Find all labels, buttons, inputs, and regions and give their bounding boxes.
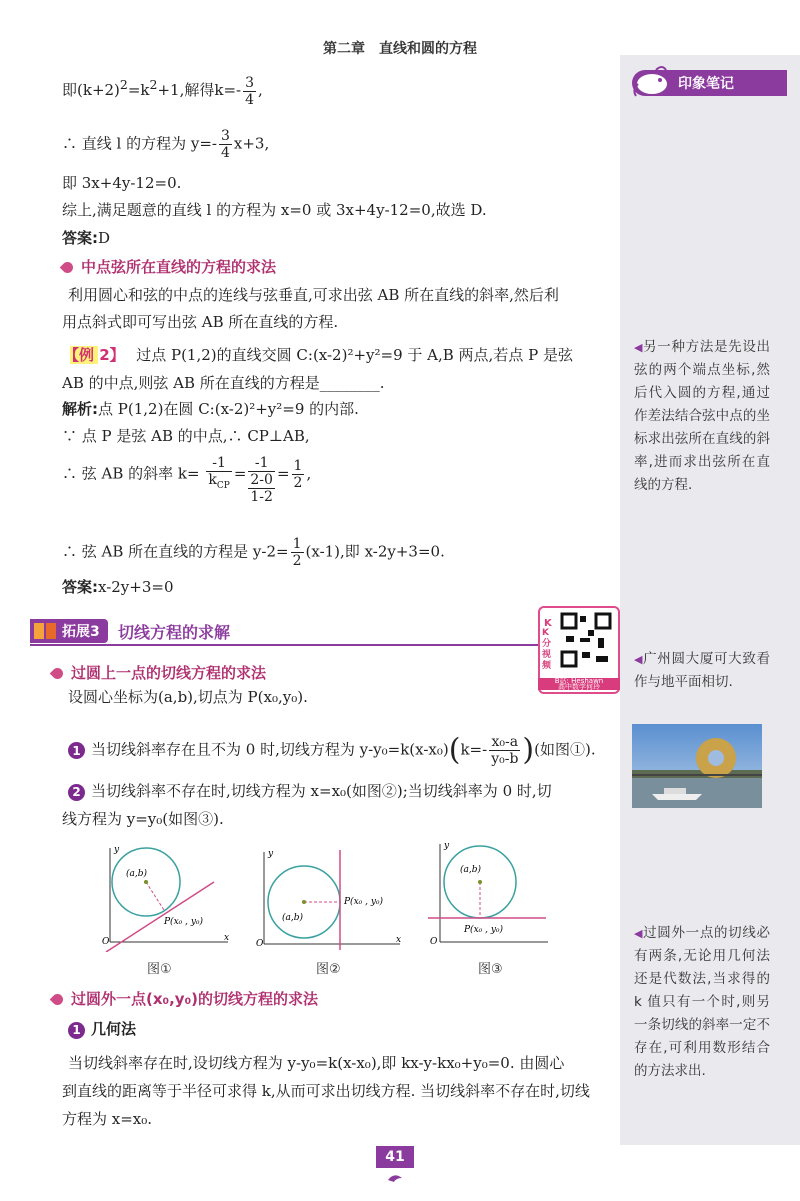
sol-line-2: ∵ 点 P 是弦 AB 的中点,∴ CP⊥AB, bbox=[62, 427, 310, 445]
bird-icon bbox=[386, 1172, 404, 1184]
y-label: y bbox=[114, 845, 120, 855]
x-label: x bbox=[396, 935, 402, 945]
fraction: $\frac{1}{2}$ bbox=[293, 457, 303, 491]
y-label: y bbox=[444, 841, 450, 851]
section-divider bbox=[30, 618, 610, 646]
page-number: 41 bbox=[376, 1146, 414, 1168]
answer-line-1: 答案:D bbox=[62, 229, 111, 247]
section-tag: 拓展3 bbox=[30, 619, 108, 643]
point-label: P(x₀ , y₀) bbox=[464, 925, 504, 935]
book-icon bbox=[33, 621, 57, 641]
figure-2-caption: 图② bbox=[316, 962, 341, 977]
sol-line-1: 解析:点 P(1,2)在圆 C:(x-2)²+y²=9 的内部. bbox=[62, 400, 359, 418]
x-label: x bbox=[224, 933, 230, 943]
geometry-method-title: 1 几何法 bbox=[68, 1018, 136, 1040]
origin-label: O bbox=[256, 939, 264, 949]
sol-line-4: ∴ 弦 AB 所在直线的方程是 y-2= $\frac{1}{2}$ (x-1),即 x-2y+3=0. bbox=[62, 536, 445, 569]
sol-line-3: ∴ 弦 AB 的斜率 k= $\frac{-1}{k_{CP}}$ = -1 2-0 1-2 = $\frac{1}{2}$ , bbox=[62, 455, 312, 505]
center-point bbox=[302, 900, 306, 904]
notes-title: 印象笔记 bbox=[632, 70, 787, 96]
center-point bbox=[144, 880, 148, 884]
bullet-icon bbox=[60, 260, 76, 276]
solution-line-2: ∴ 直线 l 的方程为 y=- $\frac{3}{4}$ x+3, bbox=[62, 128, 270, 161]
figure-3-caption: 图③ bbox=[478, 962, 503, 977]
radius bbox=[146, 882, 164, 910]
triangle-icon: ◀ bbox=[634, 927, 644, 940]
tangent-setup: 设圆心坐标为(a,b),切点为 P(x₀,y₀). bbox=[68, 688, 308, 706]
solution-line-1: 即$(k+2)^2=k^2+1$,解得k=- $\frac{3}{4}$ , bbox=[62, 74, 263, 108]
fraction: $\frac{-1}{k_{CP}}$ bbox=[208, 455, 230, 491]
side-note-3: ◀过圆外一点的切线必有两条,无论用几何法还是代数法,当求得的 k 值只有一个时,则另一条切线的斜率一定不存在,可利用数形结合的方法求出. bbox=[634, 925, 771, 1079]
section-title: 切线方程的求解 bbox=[118, 623, 231, 642]
point-label: P(x₀ , y₀) bbox=[164, 917, 204, 927]
guangzhou-circle-building-photo bbox=[632, 724, 762, 808]
center-point bbox=[478, 880, 482, 884]
center-label: (a,b) bbox=[460, 865, 482, 875]
figure-1 bbox=[96, 842, 236, 952]
qr-side-text: K分视频 bbox=[542, 628, 552, 671]
bullet-icon bbox=[50, 666, 66, 682]
origin-label: O bbox=[102, 937, 110, 947]
fraction: $\frac{3}{4}$ bbox=[245, 74, 255, 108]
origin-label: O bbox=[430, 937, 438, 947]
figure-3 bbox=[424, 838, 554, 952]
fraction: $\frac{1}{2}$ bbox=[292, 536, 302, 569]
svg-text:K: K bbox=[544, 618, 552, 629]
example-line-1: 【例 2】 过点 P(1,2)的直线交圆 C:(x-2)²+y²=9 于 A,B 两点,若点 P 是弦 bbox=[64, 346, 573, 364]
example-tag: 【例 2】 bbox=[64, 346, 125, 364]
fraction: -1 2-0 1-2 bbox=[250, 455, 273, 505]
midchord-heading: 中点弦所在直线的方程的求法 bbox=[62, 256, 276, 277]
point-label: P(x₀ , y₀) bbox=[344, 897, 384, 907]
figure-1-caption: 图① bbox=[147, 962, 172, 977]
side-note-1: ◀另一种方法是先设出弦的两个端点坐标,然后代入圆的方程,通过作差法结合弦中点的坐标求出弦所在直线的斜率,进而求出弦所在直线的方程. bbox=[634, 339, 771, 493]
triangle-icon: ◀ bbox=[634, 653, 644, 666]
tangent-outside-heading: 过圆外一点(x₀,y₀)的切线方程的求法 bbox=[52, 988, 318, 1009]
fraction: $\frac{\text{x₀-a}}{\text{y₀-b}}$ bbox=[491, 734, 519, 767]
qr-label: B站: Heshawn 高中数学何玲 bbox=[538, 678, 620, 690]
midchord-para-2: 用点斜式即可写出弦 AB 所在直线的方程. bbox=[62, 313, 339, 331]
tangent-item-2-line-2: 线方程为 y=y₀(如图③). bbox=[62, 810, 224, 828]
elephant-icon bbox=[630, 62, 674, 98]
center-label: (a,b) bbox=[126, 869, 148, 879]
center-label: (a,b) bbox=[282, 913, 304, 923]
outside-para-3: 方程为 x=x₀. bbox=[62, 1110, 153, 1128]
outside-para-2: 到直线的距离等于半径可求得 k,从而可求出切线方程. 当切线斜率不存在时,切线 bbox=[62, 1082, 590, 1100]
triangle-icon: ◀ bbox=[634, 341, 644, 354]
outside-para-1: 当切线斜率存在时,设切线方程为 y-y₀=k(x-x₀),即 kx-y-kx₀+y₀=0. 由圆心 bbox=[68, 1054, 565, 1072]
tangent-item-1: 1 当切线斜率存在且不为 0 时,切线方程为 y-y₀=k(x-x₀)(k=- $\frac{\text{x₀-a}}{\text{y₀-b}}$ )(如图①). bbox=[68, 734, 596, 767]
figure-2 bbox=[256, 846, 406, 954]
side-note-2: ◀广州圆大厦可大致看作与地平面相切. bbox=[634, 651, 771, 690]
bullet-icon bbox=[50, 992, 66, 1008]
solution-line-4: 综上,满足题意的直线 l 的方程为 x=0 或 3x+4y-12=0,故选 D. bbox=[62, 201, 487, 219]
y-label: y bbox=[268, 849, 274, 859]
midchord-para-1: 利用圆心和弦的中点的连线与弦垂直,可求出弦 AB 所在直线的斜率,然后利 bbox=[68, 286, 559, 304]
example-line-2: AB 的中点,则弦 AB 所在直线的方程是________. bbox=[62, 374, 385, 392]
chapter-header: 第二章 直线和圆的方程 bbox=[323, 41, 477, 57]
answer-line-2: 答案:x-2y+3=0 bbox=[62, 578, 174, 596]
fraction: $\frac{3}{4}$ bbox=[220, 128, 230, 161]
tangent-item-2-line-1: 2 当切线斜率不存在时,切线方程为 x=x₀(如图②);当切线斜率为 0 时,切 bbox=[68, 780, 552, 802]
solution-line-3: 即 3x+4y-12=0. bbox=[62, 174, 182, 192]
tangent-point-heading: 过圆上一点的切线方程的求法 bbox=[52, 662, 266, 683]
